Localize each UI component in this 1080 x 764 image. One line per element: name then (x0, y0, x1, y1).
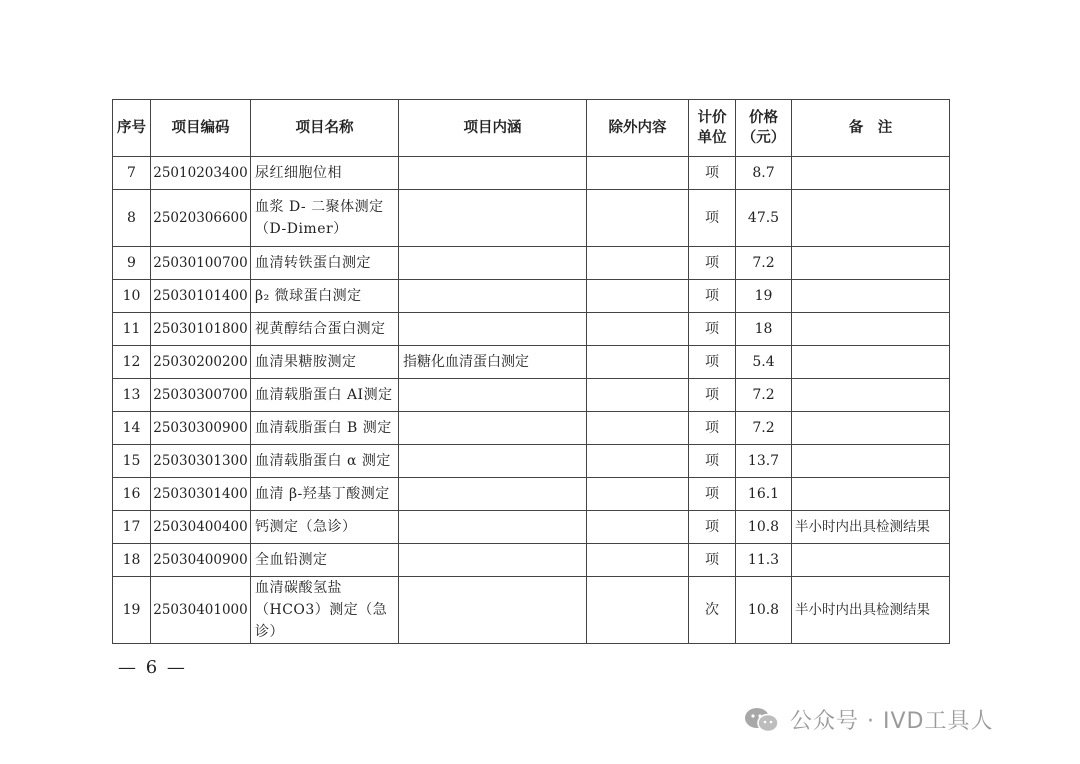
table-row (113, 544, 950, 577)
row-number-cell: 18 (113, 544, 151, 577)
price-cell: 7.2 (736, 379, 792, 412)
price-cell: 8.7 (736, 157, 792, 190)
remark-cell (792, 157, 950, 190)
row-number-cell: 11 (113, 313, 151, 346)
remark-cell (792, 379, 950, 412)
item-excluded-cell (587, 346, 689, 379)
table-row (113, 511, 950, 544)
item-name-cell: 血清转铁蛋白测定 (251, 247, 399, 280)
row-number-cell: 8 (113, 190, 151, 247)
header-cell: 项目编码 (151, 100, 251, 157)
row-number-cell: 19 (113, 577, 151, 644)
row-number-cell: 12 (113, 346, 151, 379)
pricing-unit-cell: 项 (689, 412, 736, 445)
item-content-cell (399, 544, 587, 577)
item-name-cell: 血清 β-羟基丁酸测定 (251, 478, 399, 511)
item-content-cell (399, 280, 587, 313)
item-name-cell: 血清载脂蛋白 α 测定 (251, 445, 399, 478)
remark-cell (792, 445, 950, 478)
item-excluded-cell (587, 313, 689, 346)
pricing-unit-cell: 项 (689, 346, 736, 379)
item-content-cell (399, 247, 587, 280)
header-cell: 项目内涵 (399, 100, 587, 157)
item-code-cell: 25020306600 (151, 190, 251, 247)
item-code-cell: 25030200200 (151, 346, 251, 379)
row-number-cell: 14 (113, 412, 151, 445)
item-name-cell: 钙测定（急诊） (251, 511, 399, 544)
item-excluded-cell (587, 379, 689, 412)
item-code-cell: 25030101400 (151, 280, 251, 313)
table-row (113, 577, 950, 644)
remark-cell: 半小时内出具检测结果 (792, 511, 950, 544)
item-content-cell (399, 157, 587, 190)
remark-cell (792, 313, 950, 346)
price-cell: 19 (736, 280, 792, 313)
table-row (113, 445, 950, 478)
table-row (113, 412, 950, 445)
item-content-cell (399, 412, 587, 445)
price-cell: 47.5 (736, 190, 792, 247)
item-code-cell: 25030401000 (151, 577, 251, 644)
price-cell: 5.4 (736, 346, 792, 379)
pricing-unit-cell: 项 (689, 190, 736, 247)
pricing-unit-cell: 项 (689, 280, 736, 313)
table-header-row (113, 100, 950, 157)
item-excluded-cell (587, 157, 689, 190)
table-row (113, 190, 950, 247)
pricing-unit-cell: 次 (689, 577, 736, 644)
item-name-cell: 血清载脂蛋白 AI测定 (251, 379, 399, 412)
header-cell: 计价 单位 (689, 100, 736, 157)
item-content-cell (399, 577, 587, 644)
price-cell: 7.2 (736, 247, 792, 280)
item-code-cell: 25030101800 (151, 313, 251, 346)
item-content-cell (399, 511, 587, 544)
item-content-cell: 指糖化血清蛋白测定 (399, 346, 587, 379)
remark-cell: 半小时内出具检测结果 (792, 577, 950, 644)
pricing-unit-cell: 项 (689, 247, 736, 280)
price-cell: 11.3 (736, 544, 792, 577)
item-name-cell: 血清果糖胺测定 (251, 346, 399, 379)
watermark-text: 公众号 · IVD工具人 (790, 709, 994, 734)
table-row (113, 379, 950, 412)
item-content-cell (399, 379, 587, 412)
item-excluded-cell (587, 445, 689, 478)
item-code-cell: 25030400900 (151, 544, 251, 577)
header-cell: 备 注 (792, 100, 950, 157)
remark-cell (792, 412, 950, 445)
item-content-cell (399, 445, 587, 478)
header-cell: 序号 (113, 100, 151, 157)
item-name-cell: 全血铅测定 (251, 544, 399, 577)
table-row (113, 313, 950, 346)
item-excluded-cell (587, 544, 689, 577)
item-content-cell (399, 478, 587, 511)
pricing-unit-cell: 项 (689, 157, 736, 190)
item-excluded-cell (587, 577, 689, 644)
price-cell: 18 (736, 313, 792, 346)
header-cell: 除外内容 (587, 100, 689, 157)
remark-cell (792, 247, 950, 280)
row-number-cell: 15 (113, 445, 151, 478)
item-excluded-cell (587, 511, 689, 544)
price-cell: 10.8 (736, 511, 792, 544)
header-cell: 项目名称 (251, 100, 399, 157)
pricing-unit-cell: 项 (689, 379, 736, 412)
remark-cell (792, 544, 950, 577)
item-code-cell: 25030400400 (151, 511, 251, 544)
item-name-cell: 血清载脂蛋白 B 测定 (251, 412, 399, 445)
item-code-cell: 25030301300 (151, 445, 251, 478)
row-number-cell: 16 (113, 478, 151, 511)
row-number-cell: 10 (113, 280, 151, 313)
item-name-cell: β₂ 微球蛋白测定 (251, 280, 399, 313)
price-cell: 7.2 (736, 412, 792, 445)
watermark (744, 704, 993, 735)
item-name-cell: 血清碳酸氢盐（HCO3）测定（急诊） (251, 577, 399, 644)
remark-cell (792, 190, 950, 247)
table-row (113, 478, 950, 511)
row-number-cell: 9 (113, 247, 151, 280)
item-excluded-cell (587, 247, 689, 280)
item-code-cell: 25030300900 (151, 412, 251, 445)
item-name-cell: 尿红细胞位相 (251, 157, 399, 190)
price-cell: 16.1 (736, 478, 792, 511)
wechat-icon (744, 706, 780, 734)
item-excluded-cell (587, 280, 689, 313)
item-content-cell (399, 313, 587, 346)
pricing-unit-cell: 项 (689, 478, 736, 511)
remark-cell (792, 346, 950, 379)
row-number-cell: 7 (113, 157, 151, 190)
table-row (113, 157, 950, 190)
item-name-cell: 血浆 D- 二聚体测定（D-Dimer） (251, 190, 399, 247)
row-number-cell: 13 (113, 379, 151, 412)
pricing-unit-cell: 项 (689, 511, 736, 544)
item-code-cell: 25010203400 (151, 157, 251, 190)
table-row (113, 346, 950, 379)
item-excluded-cell (587, 478, 689, 511)
item-code-cell: 25030300700 (151, 379, 251, 412)
pricing-unit-cell: 项 (689, 445, 736, 478)
item-excluded-cell (587, 190, 689, 247)
page-number: — 6 — (118, 657, 187, 678)
price-cell: 13.7 (736, 445, 792, 478)
price-table (112, 99, 950, 644)
remark-cell (792, 280, 950, 313)
table-row (113, 247, 950, 280)
item-content-cell (399, 190, 587, 247)
item-excluded-cell (587, 412, 689, 445)
row-number-cell: 17 (113, 511, 151, 544)
item-code-cell: 25030301400 (151, 478, 251, 511)
header-cell: 价格 （元） (736, 100, 792, 157)
remark-cell (792, 478, 950, 511)
price-cell: 10.8 (736, 577, 792, 644)
pricing-unit-cell: 项 (689, 313, 736, 346)
pricing-unit-cell: 项 (689, 544, 736, 577)
item-code-cell: 25030100700 (151, 247, 251, 280)
item-name-cell: 视黄醇结合蛋白测定 (251, 313, 399, 346)
table-row (113, 280, 950, 313)
